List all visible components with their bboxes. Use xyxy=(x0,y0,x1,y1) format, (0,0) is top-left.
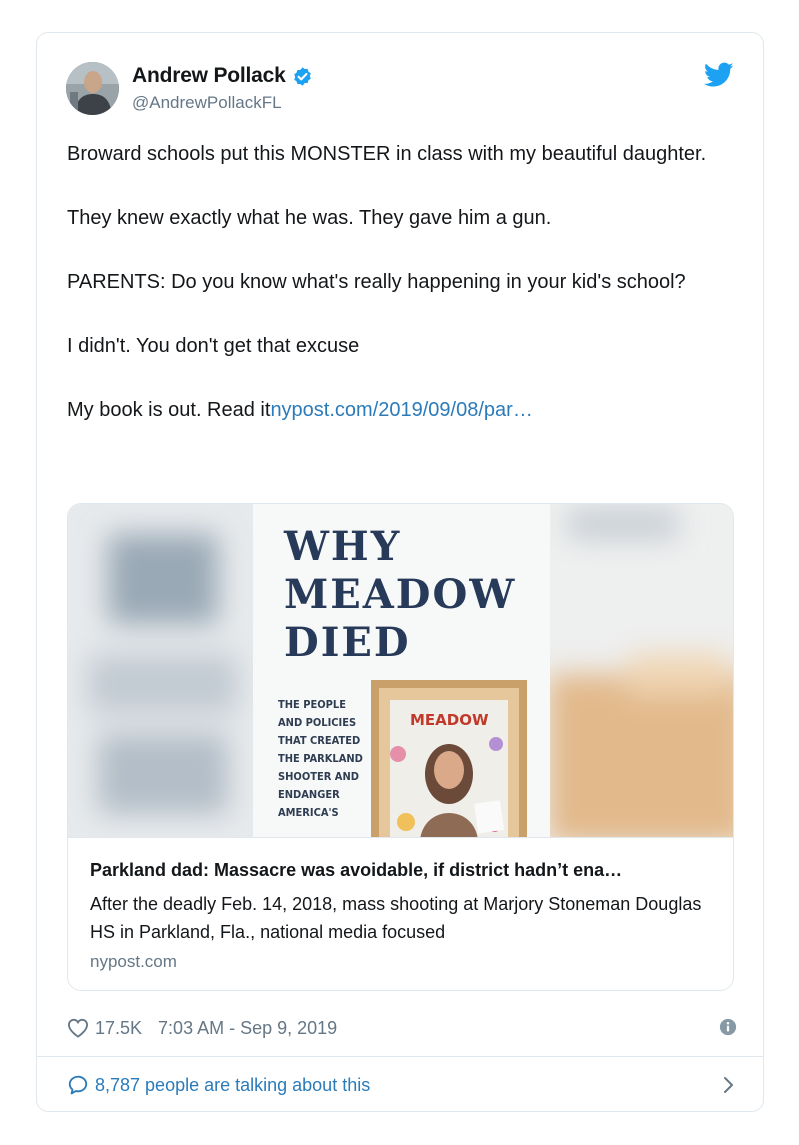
book-title-line: MEADOW xyxy=(284,571,517,618)
article-link[interactable]: nypost.com/2019/09/08/par… xyxy=(270,399,533,421)
handle[interactable]: @AndrewPollackFL xyxy=(132,93,282,112)
tweet-paragraph: I didn't. You don't get that excuse xyxy=(67,335,360,357)
tweet-paragraph: PARENTS: Do you know what's really happening in your kid's school? xyxy=(67,271,686,293)
conversation-count-text[interactable]: 8,787 people are talking about this xyxy=(95,1074,371,1095)
timestamp[interactable]: 7:03 AM - Sep 9, 2019 xyxy=(158,1017,338,1038)
card-title[interactable]: Parkland dad: Massacre was avoidable, if district hadn’t ena… xyxy=(90,860,623,880)
like-count[interactable]: 17.5K xyxy=(95,1017,143,1038)
frame-label: MEADOW xyxy=(410,711,489,729)
card-description: After the deadly Feb. 14, 2018, mass shooting at Marjory Stoneman Douglas HS in Parkland, Fla., national media focused xyxy=(90,894,702,942)
book-subtitle-line: THE PARKLAND xyxy=(278,752,363,765)
twitter-bird-icon[interactable] xyxy=(704,62,734,88)
tweet-card[interactable] xyxy=(36,32,764,1112)
speech-bubble-icon xyxy=(67,1074,89,1096)
divider xyxy=(37,1056,763,1057)
book-subtitle-line: SHOOTER AND xyxy=(278,770,359,783)
tweet-header xyxy=(66,62,734,118)
tweet-paragraph: Broward schools put this MONSTER in class with my beautiful daughter. xyxy=(67,143,707,165)
display-name[interactable]: Andrew Pollack xyxy=(132,64,286,87)
info-icon[interactable] xyxy=(719,1018,737,1036)
book-subtitle-line: ENDANGER xyxy=(278,788,340,801)
card-domain: nypost.com xyxy=(90,952,177,971)
tweet-text xyxy=(67,138,737,426)
book-title-line: WHY xyxy=(284,523,402,570)
card-body[interactable] xyxy=(68,837,734,991)
tweet-meta xyxy=(67,1015,737,1041)
avatar[interactable] xyxy=(66,62,119,115)
tweet-text-inline: My book is out. Read it xyxy=(67,399,271,421)
link-preview-card[interactable] xyxy=(67,503,734,991)
tweet-paragraph: They knew exactly what he was. They gave him a gun. xyxy=(67,207,552,229)
book-subtitle-line: AMERICA'S xyxy=(278,806,339,819)
conversation-link[interactable] xyxy=(67,1071,737,1099)
photo-frame xyxy=(371,680,527,837)
book-subtitle-line: AND POLICIES xyxy=(278,716,357,729)
book-subtitle-line: THAT CREATED xyxy=(278,734,361,747)
verified-badge-icon xyxy=(292,66,313,87)
tweet-paragraph-last xyxy=(67,394,737,426)
book-title-line: DIED xyxy=(284,619,411,666)
card-image[interactable] xyxy=(68,504,734,837)
book-subtitle-line: THE PEOPLE xyxy=(278,698,346,711)
heart-icon[interactable] xyxy=(67,1018,89,1038)
chevron-right-icon[interactable] xyxy=(721,1075,735,1095)
